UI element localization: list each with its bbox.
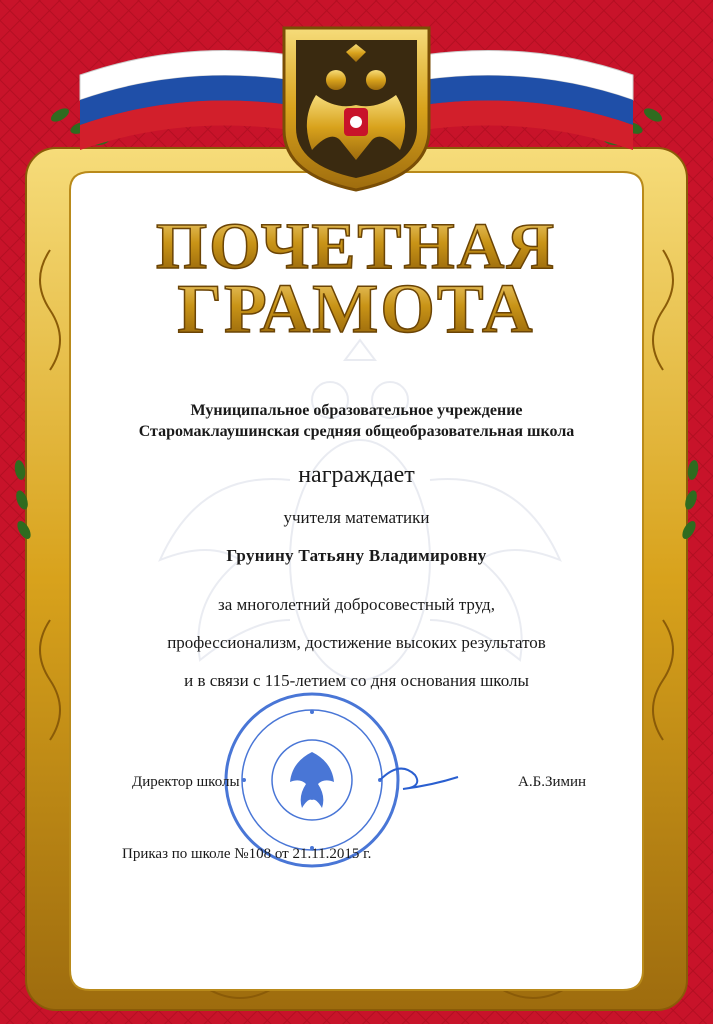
signature-name: А.Б.Зимин — [518, 774, 587, 790]
awards-text: награждает — [298, 462, 415, 488]
reason-line2: профессионализм, достижение высоких результатов — [167, 633, 546, 652]
organization-name — [0, 400, 713, 442]
recipient-position: учителя математики — [283, 508, 430, 527]
reason-line3: и в связи с 115-летием со дня основания школы — [184, 671, 529, 690]
reason-line1: за многолетний добросовестный труд, — [218, 595, 495, 614]
organization-line1: Муниципальное образовательное учреждение — [190, 402, 523, 419]
award-reason — [0, 586, 713, 700]
signature-role: Директор школы — [132, 774, 240, 790]
order-reference: Приказ по школе №108 от 21.11.2015 г. — [122, 846, 372, 862]
title-line1: ПОЧЕТНАЯ — [155, 210, 557, 283]
organization-line2: Старомаклаушинская средняя общеобразовательная школа — [138, 423, 575, 440]
coat-of-arms — [284, 28, 429, 190]
title-line2: ГРАМОТА — [177, 271, 535, 348]
recipient-name: Грунину Татьяну Владимировну — [226, 546, 487, 565]
